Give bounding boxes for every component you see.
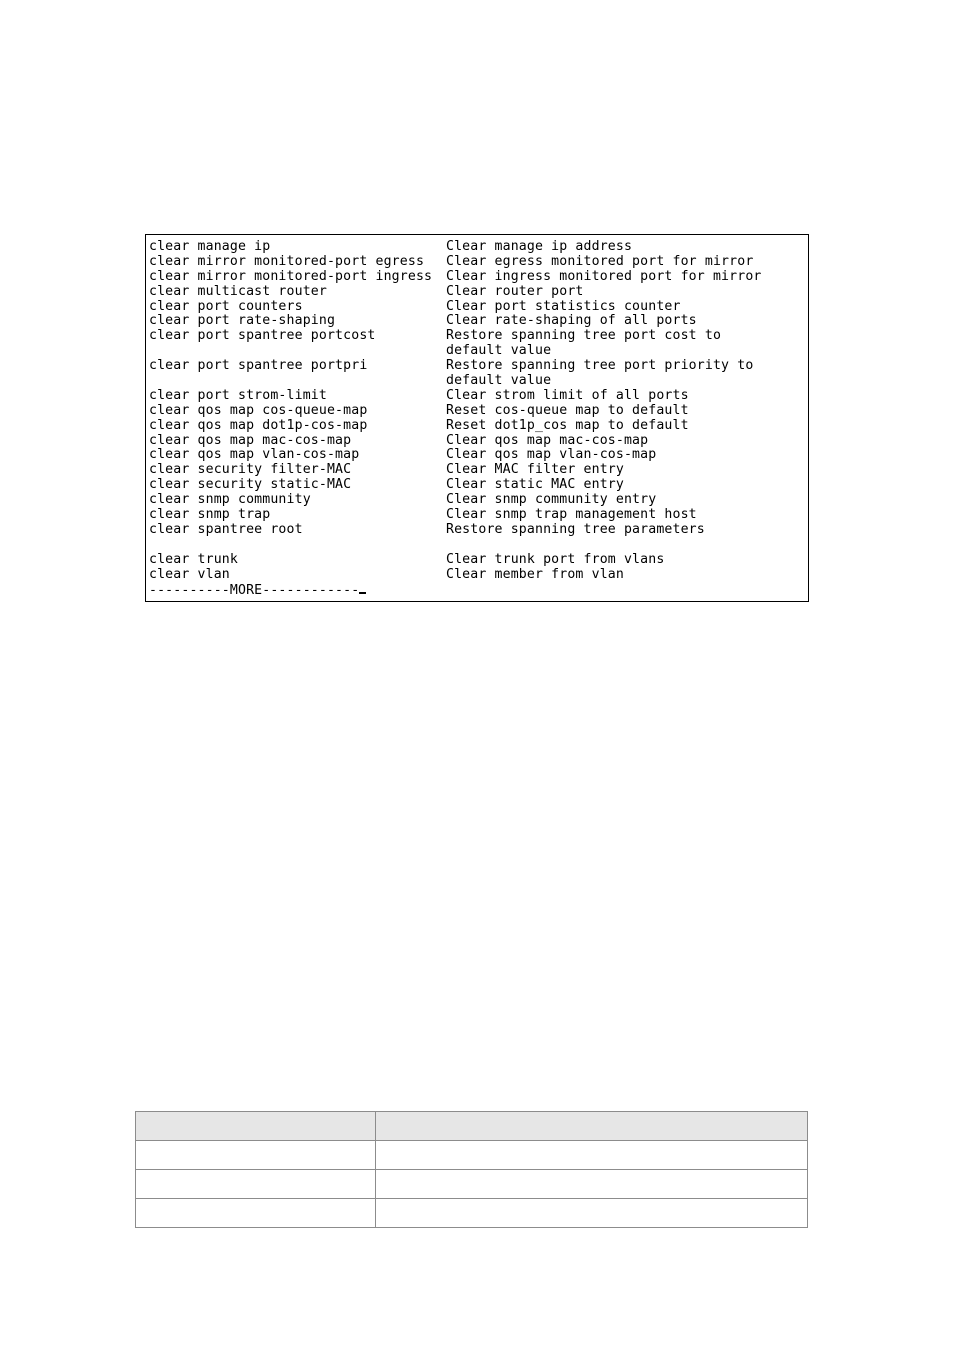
command-description: Clear qos map mac-cos-map (446, 433, 649, 448)
command-name (149, 344, 446, 359)
command-row (149, 374, 808, 389)
command-description (446, 538, 808, 553)
command-description: default value (446, 374, 552, 389)
command-row (149, 255, 808, 270)
command-row (149, 448, 808, 463)
command-name: clear trunk (149, 552, 238, 567)
command-name: clear multicast router (149, 284, 327, 299)
table-cell (376, 1141, 808, 1170)
command-description: Clear trunk port from vlans (446, 552, 665, 567)
command-name: clear port counters (149, 299, 303, 314)
command-description: Clear port statistics counter (446, 299, 681, 314)
command-name: clear vlan (149, 567, 230, 582)
command-name: clear qos map vlan-cos-map (149, 448, 360, 463)
command-description: Clear ingress monitored port for mirror (446, 269, 762, 284)
command-description: Clear manage ip address (446, 240, 633, 254)
command-name: clear security filter-MAC (149, 463, 352, 478)
command-row (149, 493, 808, 508)
more-prompt-text: ----------MORE------------ (149, 583, 360, 599)
command-name: clear qos map cos-queue-map (149, 403, 368, 418)
command-row (149, 523, 808, 538)
command-description: Clear MAC filter entry (446, 463, 624, 478)
command-description: Clear snmp trap management host (446, 508, 697, 523)
command-row (149, 508, 808, 523)
command-description: Reset dot1p_cos map to default (446, 418, 689, 433)
command-description: Reset cos-queue map to default (446, 403, 689, 418)
command-description: Clear qos map vlan-cos-map (446, 448, 657, 463)
command-row (149, 344, 808, 359)
command-list (149, 240, 808, 582)
command-row (149, 568, 808, 583)
terminal-window (145, 234, 809, 602)
command-row (149, 300, 808, 315)
command-description: Clear member from vlan (446, 567, 624, 582)
command-row (149, 404, 808, 419)
command-name: clear security static-MAC (149, 478, 352, 493)
command-description: default value (446, 344, 552, 359)
table-header-row (136, 1112, 808, 1141)
command-row (149, 240, 808, 255)
command-name: clear spantree root (149, 522, 303, 537)
command-name: clear port spantree portcost (149, 329, 376, 344)
command-name (149, 538, 446, 553)
command-name: clear snmp trap (149, 508, 271, 523)
command-name: clear mirror monitored-port egress (149, 254, 425, 269)
text-cursor (359, 582, 366, 594)
command-name: clear port strom-limit (149, 388, 327, 403)
command-row (149, 270, 808, 285)
table-cell (136, 1199, 376, 1228)
command-name: clear qos map mac-cos-map (149, 433, 352, 448)
command-row (149, 478, 808, 493)
command-row (149, 329, 808, 344)
command-row (149, 419, 808, 434)
command-description: Clear egress monitored port for mirror (446, 254, 754, 269)
command-description: Restore spanning tree port priority to (446, 359, 754, 374)
table-cell (136, 1170, 376, 1199)
table-header-cell (136, 1112, 376, 1141)
table-cell (136, 1141, 376, 1170)
more-prompt[interactable] (149, 582, 808, 597)
command-name (149, 374, 446, 389)
command-description: Clear router port (446, 284, 584, 299)
command-row (149, 538, 808, 553)
command-name: clear mirror monitored-port ingress (149, 269, 433, 284)
table-row (136, 1170, 808, 1199)
command-row (149, 314, 808, 329)
command-name: clear port rate-shaping (149, 314, 336, 329)
table-cell (376, 1199, 808, 1228)
command-row (149, 359, 808, 374)
table-row (136, 1141, 808, 1170)
table-row (136, 1199, 808, 1228)
command-name: clear manage ip (149, 240, 271, 254)
command-name: clear snmp community (149, 493, 311, 508)
command-row (149, 285, 808, 300)
command-name: clear qos map dot1p-cos-map (149, 418, 368, 433)
command-row (149, 553, 808, 568)
table-cell (376, 1170, 808, 1199)
command-row (149, 389, 808, 404)
command-description: Clear static MAC entry (446, 478, 624, 493)
command-description: Clear strom limit of all ports (446, 388, 689, 403)
command-row (149, 434, 808, 449)
table-header-cell (376, 1112, 808, 1141)
command-description: Clear snmp community entry (446, 493, 657, 508)
command-name: clear port spantree portpri (149, 359, 368, 374)
command-description: Restore spanning tree port cost to (446, 329, 722, 344)
command-description: Restore spanning tree parameters (446, 522, 705, 537)
command-description: Clear rate-shaping of all ports (446, 314, 697, 329)
command-row (149, 463, 808, 478)
parameter-table (135, 1111, 808, 1228)
